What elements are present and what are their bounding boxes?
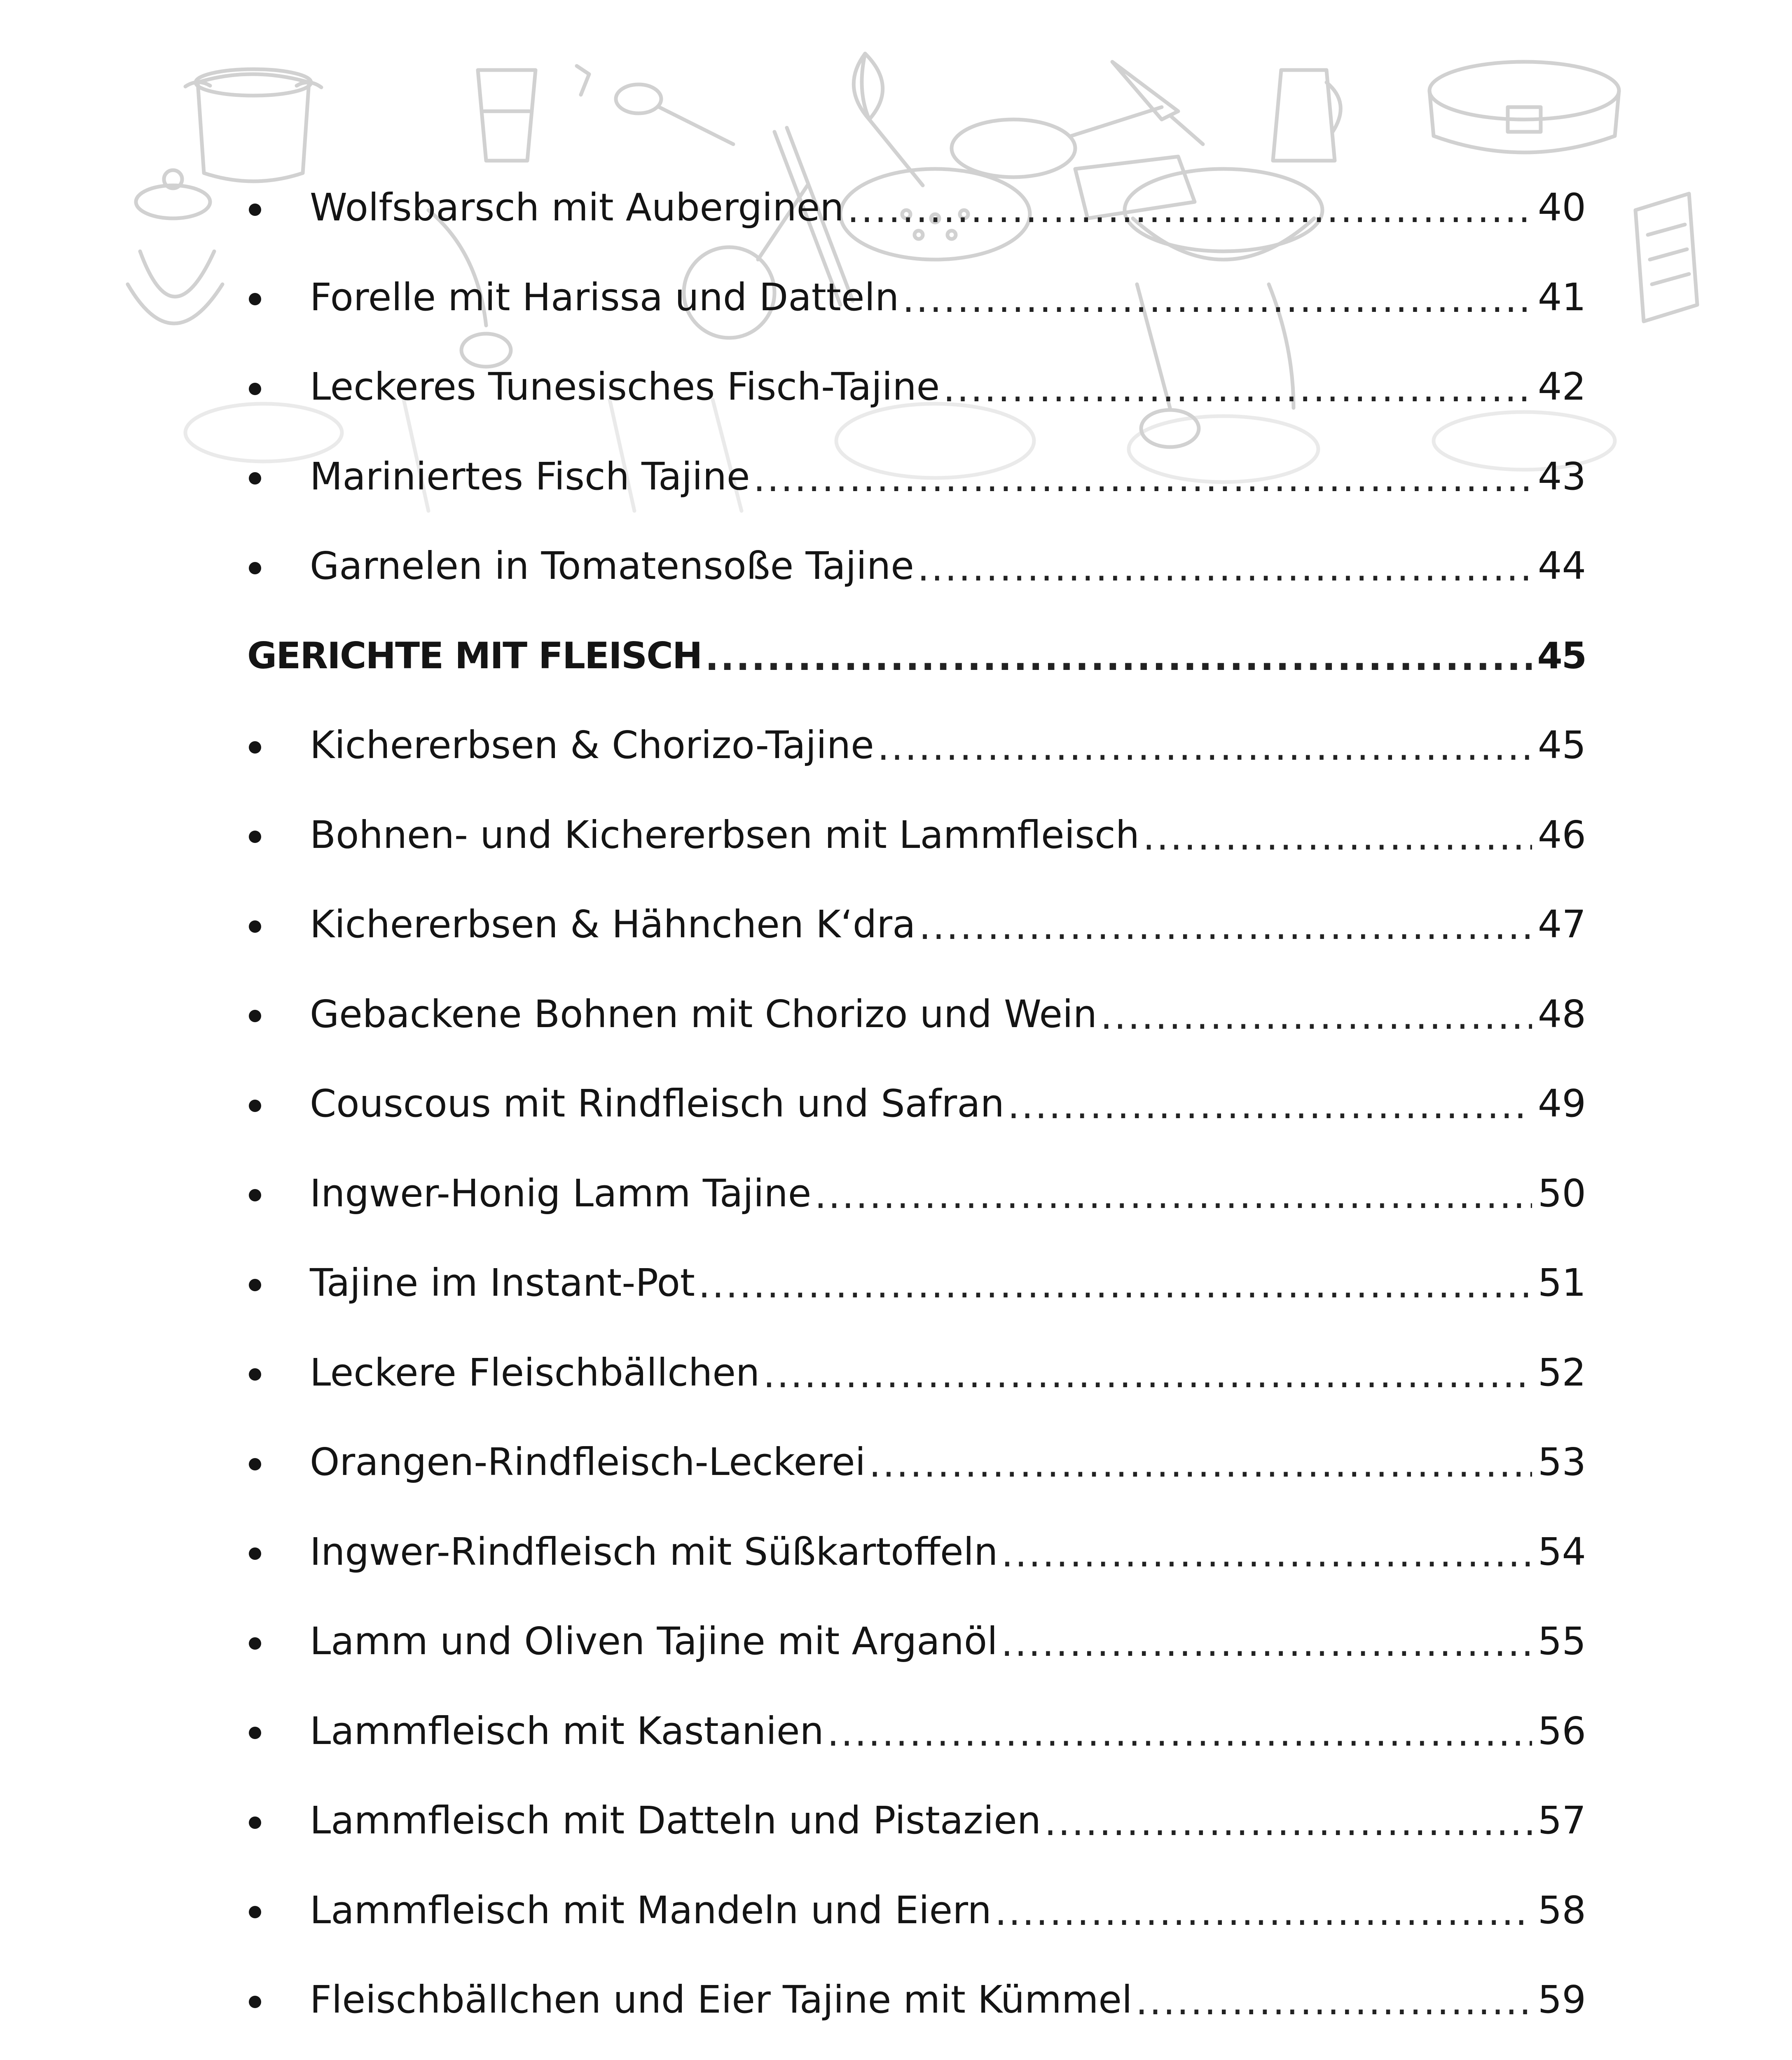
spoon-icon (577, 66, 733, 144)
toc-page-number: 45 (1537, 634, 1586, 677)
bullet-icon (249, 293, 261, 305)
toc-entry-line (310, 790, 1586, 880)
toc-entry[interactable] (247, 1417, 1586, 1507)
toc-entry-title: Wolfsbarsch mit Auberginen (310, 185, 844, 230)
bullet-icon (249, 204, 261, 216)
dot-leader (1143, 815, 1532, 859)
toc-entry-line (310, 1866, 1586, 1955)
bullet-icon (249, 1547, 261, 1560)
bullet-icon (249, 1637, 261, 1650)
toc-entry[interactable] (247, 521, 1586, 611)
toc-entry[interactable] (247, 2045, 1586, 2060)
toc-entry[interactable] (247, 253, 1586, 342)
toc-page-number: 41 (1537, 275, 1586, 319)
toc-entry[interactable] (247, 342, 1586, 432)
toc-entry-title: Forelle mit Harissa und Datteln (310, 275, 899, 319)
dot-leader (943, 366, 1532, 410)
bullet-icon (249, 1817, 261, 1829)
dot-leader (753, 456, 1532, 500)
toc-entry[interactable] (247, 1776, 1586, 1866)
bullet-icon (249, 383, 261, 395)
toc-entry-line (310, 1955, 1586, 2045)
toc-section-heading[interactable] (247, 611, 1586, 701)
toc-page-number: 48 (1537, 992, 1586, 1036)
toc-entry[interactable] (247, 1686, 1586, 1776)
toc-entry[interactable] (247, 1955, 1586, 2045)
bullet-icon (249, 1189, 261, 1201)
dot-leader (763, 1352, 1532, 1396)
toc-entry-title: Ingwer-Rindfleisch mit Süßkartoffeln (310, 1529, 998, 1574)
dot-leader (1136, 1979, 1532, 2023)
toc-entry[interactable] (247, 1238, 1586, 1328)
bullet-icon (249, 1458, 261, 1470)
toc-entry-line (310, 1596, 1586, 1686)
bullet-icon (249, 831, 261, 843)
dot-leader (902, 277, 1532, 321)
toc-entry-title: Mariniertes Fisch Tajine (310, 454, 750, 499)
toc-entry-line (310, 253, 1586, 342)
toc-entry-title: Bohnen- und Kichererbsen mit Lammfleisch (310, 812, 1140, 857)
dot-leader (814, 1173, 1532, 1217)
toc-entry-line (310, 521, 1586, 611)
cake-tin-icon (1429, 62, 1619, 152)
toc-entry-line (310, 1328, 1586, 1418)
bullet-icon (249, 920, 261, 933)
toc-entry-title: GERICHTE MIT FLEISCH (247, 634, 702, 677)
toc-entry[interactable] (247, 1596, 1586, 1686)
toc-page-number: 45 (1537, 723, 1586, 768)
dot-leader (869, 1442, 1532, 1486)
toc-entry[interactable] (247, 432, 1586, 522)
toc-page-number: 51 (1537, 1261, 1586, 1305)
toc-page-number: 57 (1537, 1798, 1586, 1843)
coffee-pot-icon (1273, 70, 1340, 161)
toc-entry-title: Lammfleisch mit Datteln und Pistazien (310, 1798, 1041, 1843)
toc-entry-line (247, 611, 1586, 701)
dot-leader (919, 904, 1532, 948)
dot-leader (917, 545, 1532, 590)
toc-entry-line (310, 1507, 1586, 1597)
bullet-icon (249, 1906, 261, 1918)
toc-entry-line (310, 700, 1586, 790)
bullet-icon (249, 1010, 261, 1022)
bullet-icon (249, 1727, 261, 1739)
toc-entry-title: Lamm und Oliven Tajine mit Arganöl (310, 1619, 998, 1664)
toc-entry-title: Tajine im Instant-Pot (310, 1261, 695, 1305)
toc-entry-title: Leckere Fleischbällchen (310, 1350, 760, 1395)
toc-entry-line (310, 1059, 1586, 1149)
toc-page-number: 58 (1537, 1888, 1586, 1932)
bullet-icon (249, 741, 261, 754)
toc-entry-line (310, 163, 1586, 253)
toc-entry-line (310, 432, 1586, 522)
dot-leader (827, 1711, 1532, 1755)
grater-icon (1635, 194, 1697, 321)
toc-entry[interactable] (247, 1149, 1586, 1238)
toc-entry-title: Leckeres Tunesisches Fisch-Tajine (310, 365, 940, 409)
toc-entry-line (310, 969, 1586, 1059)
toc-entry[interactable] (247, 1507, 1586, 1597)
sugar-bowl-icon (128, 170, 222, 323)
bullet-icon (249, 1279, 261, 1291)
toc-entry-title: Fleischbällchen und Eier Tajine mit Kümmel (310, 1978, 1132, 2022)
toc-page-number: 40 (1537, 185, 1586, 230)
bullet-icon (249, 1100, 261, 1112)
bullet-icon (249, 472, 261, 485)
dot-leader (877, 725, 1532, 769)
toc-entry[interactable] (247, 880, 1586, 969)
toc-page-number: 47 (1537, 902, 1586, 947)
dot-leader (1008, 1083, 1532, 1127)
toc-entry[interactable] (247, 700, 1586, 790)
toc-entry-title: Orangen-Rindfleisch-Leckerei (310, 1440, 866, 1484)
toc-entry-title: Gebackene Bohnen mit Chorizo und Wein (310, 992, 1097, 1036)
toc-entry-title: Lammfleisch mit Kastanien (310, 1709, 824, 1753)
glass-icon (478, 70, 536, 161)
toc-entry[interactable] (247, 790, 1586, 880)
toc-page-number: 56 (1537, 1709, 1586, 1753)
toc-entry-line (310, 1686, 1586, 1776)
bullet-icon (249, 1368, 261, 1381)
toc-entry-title: Lammfleisch mit Mandeln und Eiern (310, 1888, 992, 1932)
toc-entry[interactable] (247, 1866, 1586, 1955)
toc-entry-line (310, 1776, 1586, 1866)
toc-entry-line (310, 1417, 1586, 1507)
toc-entry[interactable] (247, 163, 1586, 253)
toc-page-number: 46 (1537, 812, 1586, 857)
toc-entry-line (310, 342, 1586, 432)
dot-leader (1044, 1800, 1532, 1844)
toc-page-number: 49 (1537, 1082, 1586, 1126)
toc-entry-title: Kichererbsen & Chorizo-Tajine (310, 723, 874, 768)
toc-page-number: 54 (1537, 1529, 1586, 1574)
toc-entry-line (310, 880, 1586, 969)
dot-leader (1001, 1531, 1532, 1575)
toc-page-number: 59 (1537, 1978, 1586, 2022)
bullet-icon (249, 562, 261, 574)
dot-leader (847, 187, 1532, 231)
toc-page-number: 52 (1537, 1350, 1586, 1395)
toc-entry-title: Garnelen in Tomatensoße Tajine (310, 544, 914, 588)
toc-page-number: 42 (1537, 365, 1586, 409)
dot-leader (1001, 1621, 1532, 1665)
toc-entry-title: Ingwer-Honig Lamm Tajine (310, 1171, 812, 1215)
toc-entry-line (310, 1238, 1586, 1328)
toc-entry-title: Kichererbsen & Hähnchen K‘dra (310, 902, 916, 947)
table-of-contents (247, 163, 1586, 2060)
dot-leader (698, 1262, 1532, 1306)
toc-page-number: 50 (1537, 1171, 1586, 1215)
toc-page-number: 43 (1537, 454, 1586, 499)
dot-leader (705, 636, 1531, 679)
toc-page-number: 44 (1537, 544, 1586, 588)
toc-page-number: 53 (1537, 1440, 1586, 1484)
toc-entry-line (310, 2045, 1586, 2060)
toc-entry[interactable] (247, 969, 1586, 1059)
bullet-icon (249, 1996, 261, 2008)
toc-entry-title: Couscous mit Rindfleisch und Safran (310, 1082, 1004, 1126)
toc-entry[interactable] (247, 1328, 1586, 1418)
dot-leader (995, 1890, 1532, 1934)
dot-leader (1100, 994, 1532, 1038)
knife-icon (1112, 62, 1203, 144)
toc-entry-line (310, 1149, 1586, 1238)
toc-page-number: 55 (1537, 1619, 1586, 1664)
toc-entry[interactable] (247, 1059, 1586, 1149)
